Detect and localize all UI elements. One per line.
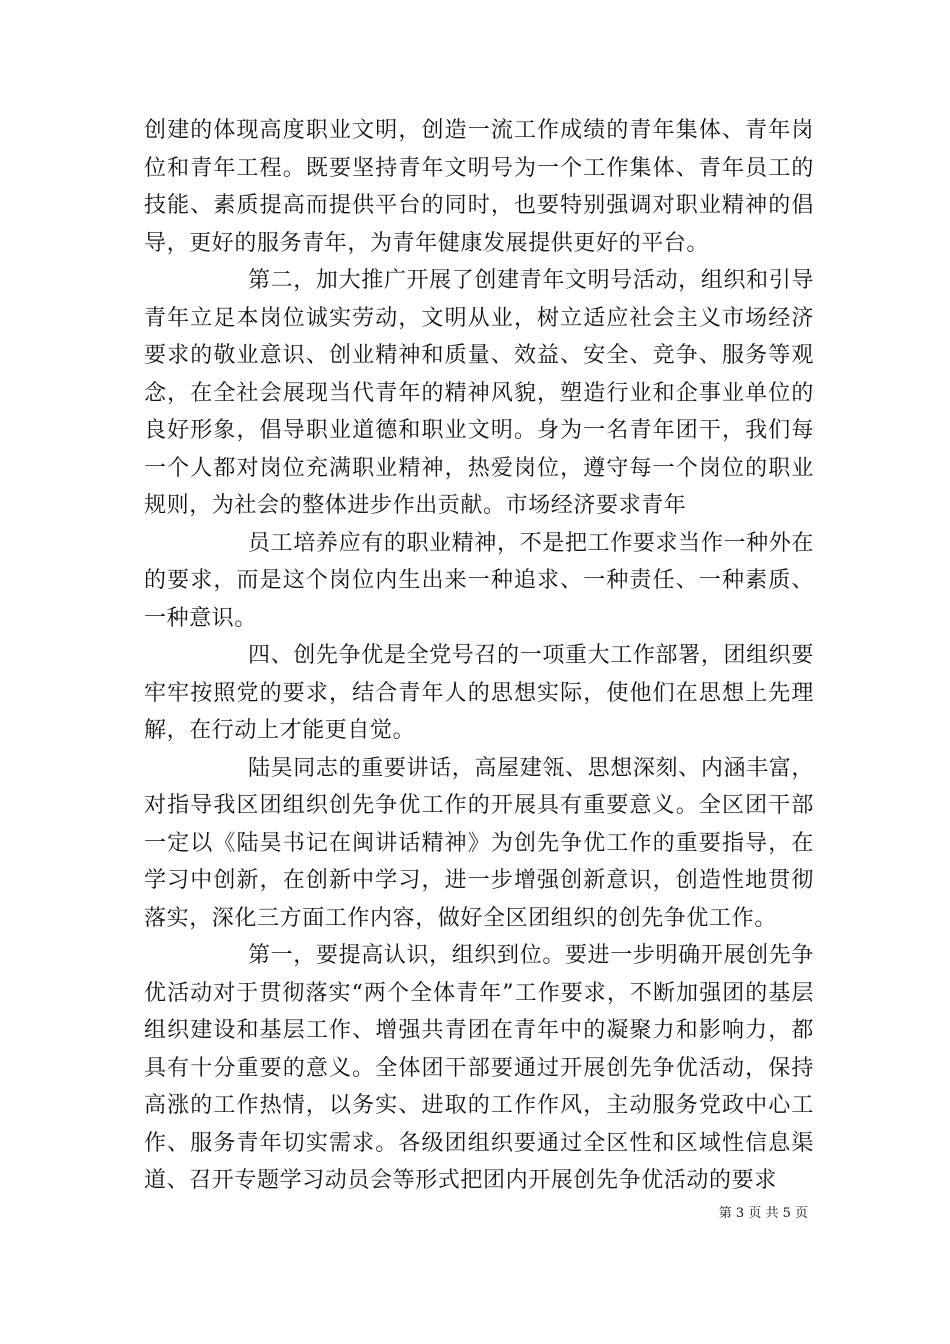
paragraph-3: 员工培养应有的职业精神，不是把工作要求当作一种外在的要求，而是这个岗位内生出来一种追求、一种责任、一种素质、一种意识。	[144, 530, 814, 631]
paragraph-4: 四、创先争优是全党号召的一项重大工作部署，团组织要牢牢按照党的要求，结合青年人的思想实际，使他们在思想上先理解，在行动上才能更自觉。	[144, 643, 814, 743]
paragraph-6: 第一，要提高认识，组织到位。要进一步明确开展创先争优活动对于贯彻落实“两个全体青年”工作要求，不断加强团的基层组织建设和基层工作、增强共青团在青年中的凝聚力和影响力，都具有十分重要的意义。全体团干部要通过开展创先争优活动，保持高涨的工作热情，以务实、进取的工作作风，主动服务党政中心工作、服务青年切实需求。各级团组织要通过全区性和区域性信息渠道、召开专题学习动员会等形式把团内开展创先争优活动的要求	[144, 943, 814, 1193]
page-number-label: 第 3 页 共 5 页	[718, 1206, 808, 1221]
paragraph-1: 创建的体现高度职业文明，创造一流工作成绩的青年集体、青年岗位和青年工程。既要坚持青年文明号为一个工作集体、青年员工的技能、素质提高而提供平台的同时，也要特别强调对职业精神的倡导，更好的服务青年，为青年健康发展提供更好的平台。	[144, 118, 814, 256]
page-footer	[719, 1202, 808, 1221]
paragraph-5: 陆昊同志的重要讲话，高屋建瓴、思想深刻、内涵丰富，对指导我区团组织创先争优工作的开展具有重要意义。全区团干部一定以《陆昊书记在闽讲话精神》为创先争优工作的重要指导，在学习中创新，在创新中学习，进一步增强创新意识，创造性地贯彻落实，深化三方面工作内容，做好全区团组织的创先争优工作。	[144, 755, 814, 931]
document-body	[144, 112, 814, 1200]
paragraph-2: 第二，加大推广开展了创建青年文明号活动，组织和引导青年立足本岗位诚实劳动，文明从业，树立适应社会主义市场经济要求的敬业意识、创业精神和质量、效益、安全、竞争、服务等观念，在全社会展现当代青年的精神风貌，塑造行业和企事业单位的良好形象，倡导职业道德和职业文明。身为一名青年团干，我们每一个人都对岗位充满职业精神，热爱岗位，遵守每一个岗位的职业规则，为社会的整体进步作出贡献。市场经济要求青年	[144, 268, 814, 518]
